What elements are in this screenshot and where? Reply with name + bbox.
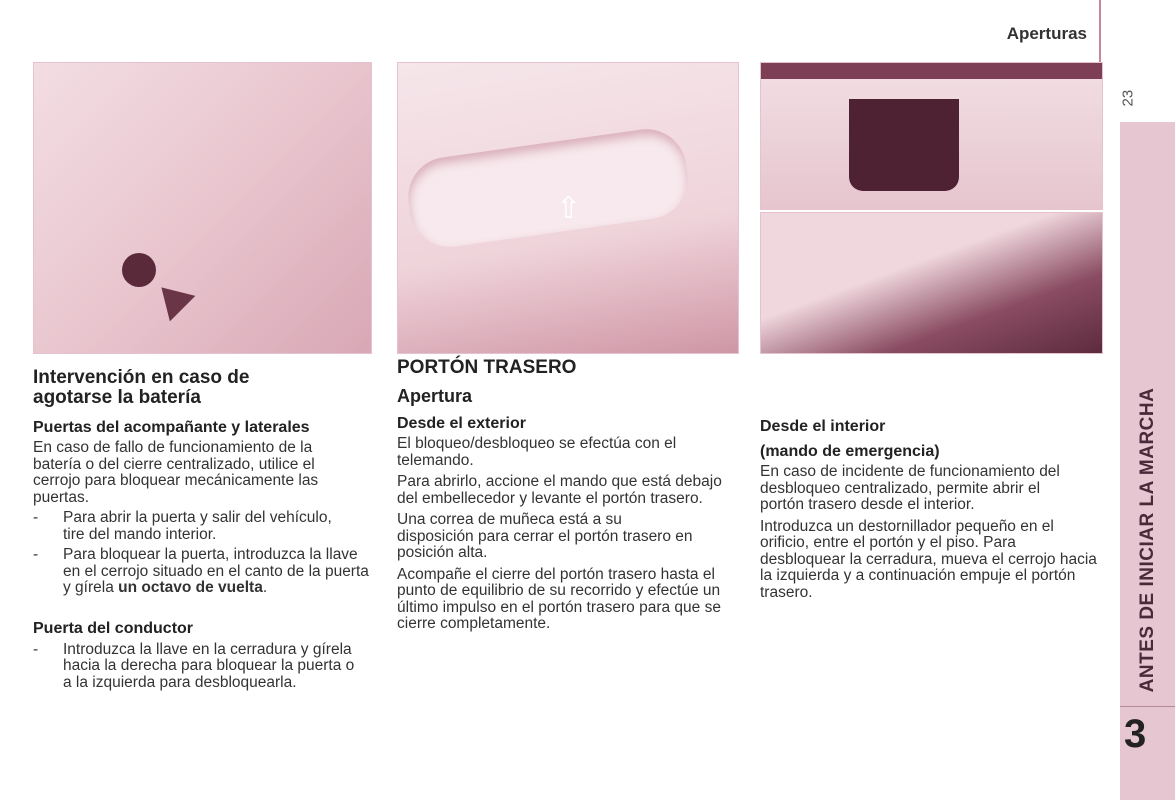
subheading-from-outside: Desde el exterior (397, 415, 526, 432)
subheading-driver-door: Puerta del conductor (33, 619, 194, 637)
page-number-text: 23 (1119, 89, 1137, 107)
paragraph: En caso de incidente de funcionamiento del desbloqueo centralizado, permite abrir el portón trasero desde el interior. (760, 463, 1060, 513)
section-title: Aperturas (1006, 24, 1087, 43)
header-divider (1099, 0, 1101, 64)
bullet-dash: - (33, 640, 39, 658)
list-item (33, 510, 378, 543)
list-text-part: Para bloquear la puerta, introduzca la llave en el cerrojo situado en el canto de la puerta y gírela (63, 546, 369, 596)
tailgate-section (397, 358, 742, 633)
list-item (33, 547, 378, 597)
paragraph: Acompañe el cierre del portón trasero hasta el punto de equilibrio de su recorrido y efectúe un último impulso en el portón trasero para que se cierre completamente. (397, 565, 721, 632)
list-text (63, 547, 373, 597)
arrow-up-icon: ⇧ (556, 192, 582, 225)
paragraph: Una correa de muñeca está a su disposición para cerrar el portón trasero en posición alta. (397, 511, 693, 561)
screwdriver-photo (760, 212, 1103, 354)
list-text-bold: un octavo de vuelta (118, 579, 263, 596)
subheading-emergency: (mando de emergencia) (760, 443, 940, 460)
list-item (33, 642, 378, 692)
bullet-dash: - (33, 546, 39, 563)
page-number (1118, 88, 1138, 112)
interior-section (760, 417, 1105, 601)
tailgate-lock-photo (760, 62, 1103, 210)
lock-cylinder (122, 253, 156, 287)
list-text: Introduzca la llave en la cerradura y gírela hacia la derecha para bloquear la puerta o a la izquierda para desbloquearla. (63, 640, 355, 691)
section-heading: PORTÓN TRASERO (397, 357, 577, 378)
arrow-icon (149, 275, 196, 322)
chapter-title-text: ANTES DE INICIAR LA MARCHA (1136, 387, 1158, 693)
door-lock-photo (33, 62, 372, 354)
paragraph: El bloqueo/desbloqueo se efectúa con el telemando. (397, 435, 677, 469)
subheading-opening: Apertura (397, 386, 473, 406)
handle-recess (403, 124, 693, 252)
paragraph: Para abrirlo, accione el mando que está debajo del embellecedor y levante el portón trasero. (397, 473, 722, 507)
subheading-from-inside: Desde el interior (760, 418, 886, 435)
paragraph: En caso de fallo de funcionamiento de la batería o del cierre centralizado, utilice el cerrojo para bloquear mecánicamente las puertas. (33, 439, 319, 506)
chapter-number: 3 (1124, 712, 1147, 756)
battery-section (33, 368, 378, 691)
subheading-passenger-doors: Puertas del acompañante y laterales (33, 419, 310, 436)
section-heading: Intervención en caso de agotarse la batería (33, 367, 250, 408)
list-text-part: . (262, 579, 268, 596)
tailgate-handle-photo (397, 62, 739, 354)
paragraph: Introduzca un destornillador pequeño en el orificio, entre el portón y el piso. Para desbloquear la cerradura, mueva el cerrojo hacia la izquierda y a continuación empuje el portón trasero. (760, 517, 1097, 601)
chapter-divider (1120, 706, 1175, 707)
bullet-dash: - (33, 509, 39, 526)
lock-mechanism (849, 99, 959, 191)
chapter-title (1120, 380, 1175, 700)
list-text: Para abrir la puerta y salir del vehículo, tire del mando interior. (63, 509, 332, 543)
